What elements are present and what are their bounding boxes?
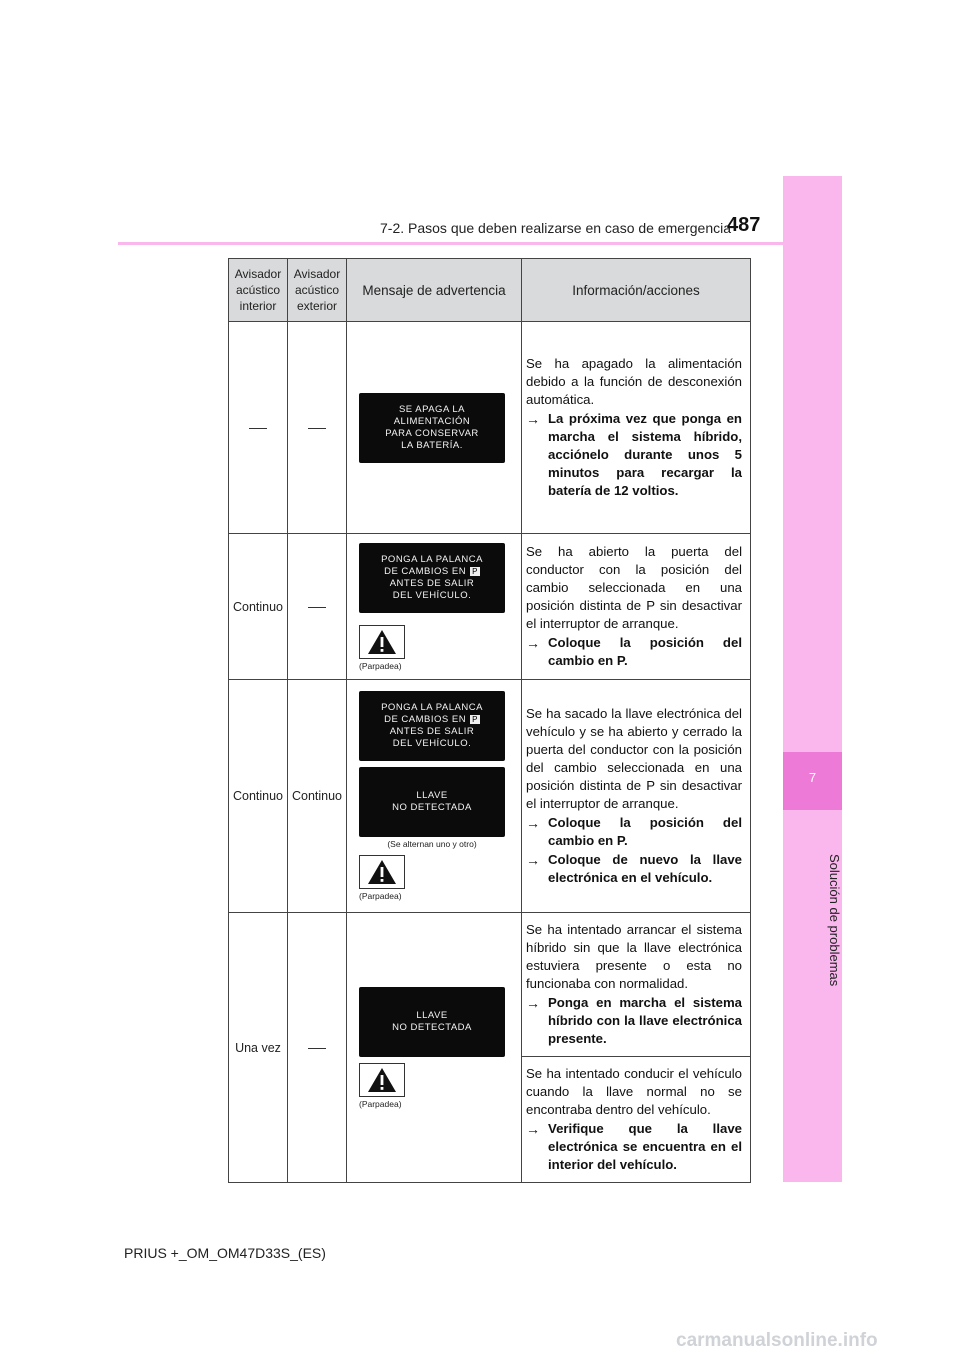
side-tab-strip [783,176,842,1182]
screen-line: LLAVE [416,790,448,801]
warning-triangle-icon [359,1063,405,1097]
header-exterior-buzzer: Avisador acústico exterior [288,259,347,322]
table-row [229,534,751,680]
action-text: Verifique que la llave electrónica se encuentra en el interior del vehículo. [548,1121,742,1172]
interior-buzzer-cell: Continuo [229,680,288,913]
display-screen [359,393,505,463]
screen-line: DEL VEHÍCULO. [392,738,472,749]
screen-line-text: DE CAMBIOS EN [384,714,467,725]
message-cell [347,913,522,1183]
info-text: Se ha sacado la llave electrónica del vehículo y se ha abierto y cerrado la puerta del conductor con la posición del cambio seleccionada en una posición distinta de P sin desactivar el interruptor de arranque. [526,706,742,811]
info-text: Se ha apagado la alimentación debido a la función de desconexión automática. [526,356,742,407]
chapter-title: Solución de problemas [827,853,842,987]
action-item [526,814,742,850]
arrow-icon: → [526,995,540,1011]
screen-line: SE APAGA LA [398,403,466,415]
interior-buzzer-cell: Continuo [229,534,288,680]
dash [308,1048,326,1049]
action-text: Ponga en marcha el sistema híbrido con la llave electrónica presente. [548,995,742,1046]
info-cell [522,322,751,534]
screen-line: ANTES DE SALIR [389,577,475,589]
action-item [526,410,742,500]
alternate-note: (Se alternan uno y otro) [387,839,477,849]
action-text: Coloque la posición del cambio en P. [548,635,742,668]
page-number: 487 [727,214,761,236]
screen-line: ANTES DE SALIR [389,726,475,737]
park-p-icon: P [472,715,478,724]
dash [249,428,267,429]
dash [308,428,326,429]
section-title: 7-2. Pasos que deben realizarse en caso de emergencia [380,220,731,236]
display-screen [359,767,505,837]
screen-line-text: DE CAMBIOS EN [384,565,467,577]
screen-line: PONGA LA PALANCA [381,553,483,565]
screen-line [384,566,480,578]
blink-note: (Parpadea) [359,891,402,901]
info-text: Se ha intentado arrancar el sistema híbrido sin que la llave electrónica estuviera presente o esta no funcionaba con normalidad. [526,922,742,991]
warning-triangle-icon [359,855,405,889]
action-item [526,994,742,1048]
info-cell [522,680,751,913]
interior-buzzer-cell: Una vez [229,913,288,1183]
screen-line: NO DETECTADA [392,1021,472,1033]
action-text: Coloque la posición del cambio en P. [548,815,742,848]
action-text: La próxima vez que ponga en marcha el sistema híbrido, acciónelo durante unos 5 minutos para recargar la batería de 12 voltios. [548,411,742,498]
message-cell [347,322,522,534]
dash [308,607,326,608]
screen-line: LA BATERÍA. [401,439,463,451]
header-rule [118,242,841,245]
info-cell [522,913,751,1057]
table-header-row [229,259,751,322]
screen-line: LLAVE [416,1009,448,1021]
table-row [229,913,751,1057]
exterior-buzzer-cell [288,913,347,1183]
exterior-buzzer-cell: Continuo [288,680,347,913]
screen-line: NO DETECTADA [392,802,472,813]
arrow-icon: → [526,635,540,651]
arrow-icon: → [526,1121,540,1137]
screen-line: PARA CONSERVAR [385,427,479,439]
display-screen [359,543,505,613]
header-message: Mensaje de advertencia [347,259,522,322]
message-cell [347,680,522,913]
action-item [526,1120,742,1174]
exterior-buzzer-cell [288,322,347,534]
park-p-icon: P [472,566,478,576]
screen-line [384,714,480,726]
display-screen [359,987,505,1057]
arrow-icon: → [526,411,540,427]
info-text: Se ha intentado conducir el vehículo cuando la llave normal no se encontraba dentro del vehículo. [526,1066,742,1117]
interior-buzzer-cell [229,322,288,534]
info-text: Se ha abierto la puerta del conductor con la posición del cambio seleccionada en una posición distinta de P sin desactivar el interruptor de arranque. [526,544,742,631]
display-screen [359,691,505,761]
message-cell [347,534,522,680]
blink-note: (Parpadea) [359,1098,402,1109]
table-row [229,322,751,534]
blink-note: (Parpadea) [359,660,402,671]
screen-line: ALIMENTACIÓN [393,415,471,427]
info-cell [522,534,751,680]
exterior-buzzer-cell [288,534,347,680]
action-text: Coloque de nuevo la llave electrónica en el vehículo. [548,852,742,885]
chapter-number: 7 [808,770,817,785]
action-item [526,634,742,670]
screen-line: DEL VEHÍCULO. [392,589,472,601]
header-interior-buzzer: Avisador acústico interior [229,259,288,322]
arrow-icon: → [526,815,540,831]
header-info: Información/acciones [522,259,751,322]
model-code: PRIUS +_OM_OM47D33S_(ES) [124,1245,326,1261]
arrow-icon: → [526,852,540,868]
warning-messages-table [228,258,751,1183]
action-item [526,851,742,887]
table-row [229,680,751,913]
info-cell [522,1057,751,1183]
warning-triangle-icon [359,625,405,659]
screen-line: PONGA LA PALANCA [381,702,483,713]
watermark: carmanualsonline.info [676,1330,878,1351]
